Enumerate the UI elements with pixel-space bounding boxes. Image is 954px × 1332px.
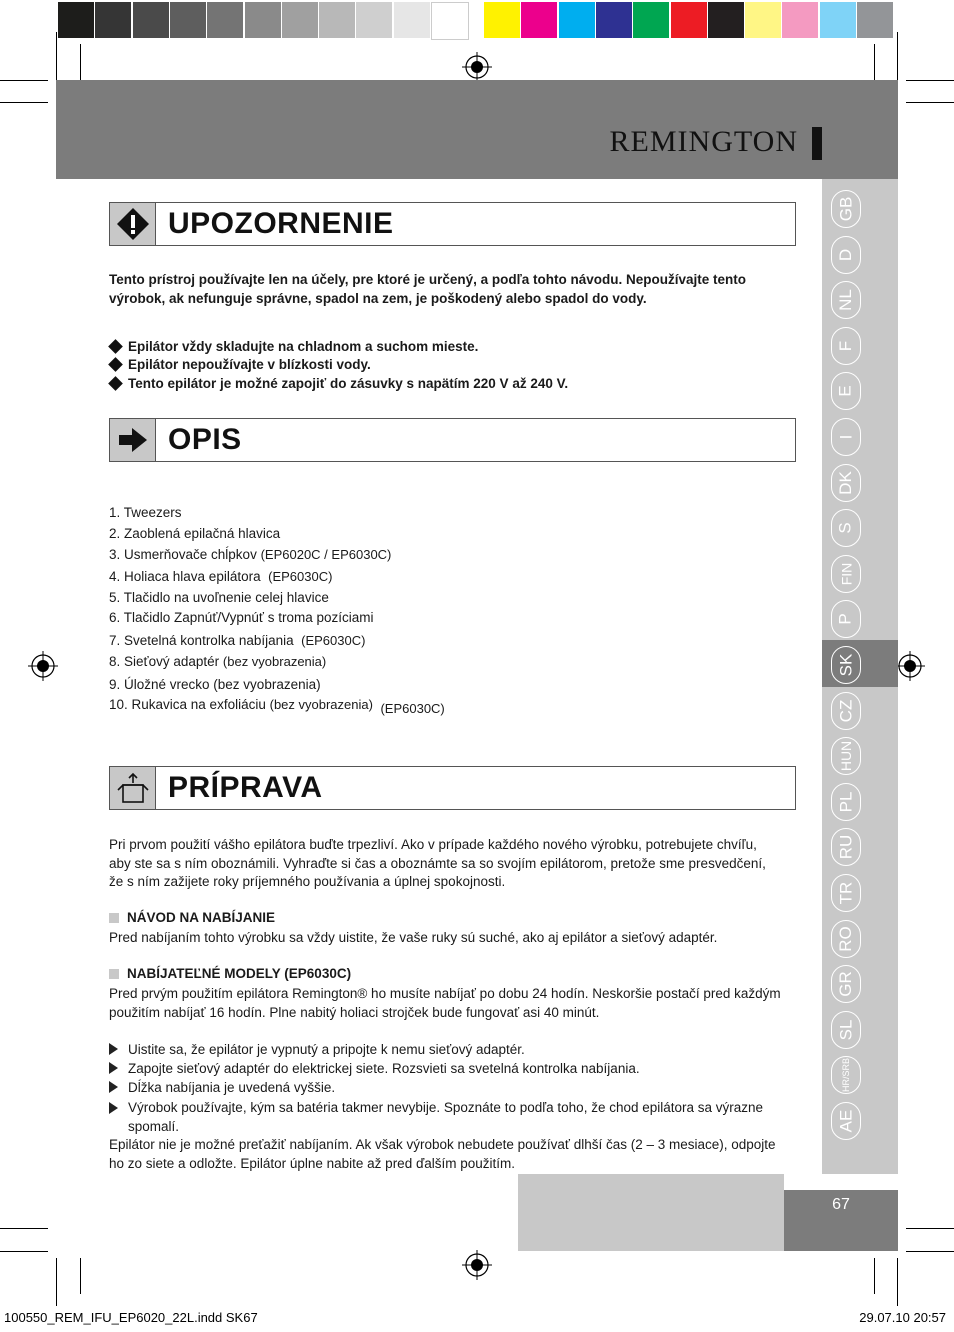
preparation-section-header	[109, 766, 796, 810]
step-item: Zapojte sieťový adaptér do elektrickej siete. Rozsvieti sa svetelná kontrolka nabíjania.	[109, 1061, 640, 1076]
registration-mark-icon	[462, 1250, 492, 1280]
triangle-bullet-icon	[109, 1102, 118, 1114]
language-tab-d[interactable]: D	[831, 236, 861, 274]
arrow-right-icon	[110, 419, 156, 461]
language-tab-tr[interactable]: TR	[831, 874, 861, 912]
date-slug: 29.07.10 20:57	[859, 1310, 946, 1325]
crop-mark	[906, 80, 954, 81]
language-tab-i[interactable]: I	[831, 418, 861, 456]
color-swatch	[170, 2, 206, 38]
footer-band	[518, 1174, 784, 1251]
description-title: OPIS	[168, 423, 242, 456]
step-item: Výrobok používajte, kým sa batéria takmer nevybije. Spoznáte to podľa toho, že chod epilátora sa výrazne spomalí.	[109, 1099, 769, 1136]
warning-intro: Tento prístroj používajte len na účely, pre ktoré je určený, a podľa tohto návodu. Nepoužívajte tento výrobok, ak nefunguje správne, spadol na zem, je poškodený alebo spadol do vody.	[109, 272, 747, 306]
color-swatch	[820, 2, 856, 38]
list-item: 8. Sieťový adaptér (bez vyobrazenia)	[109, 654, 327, 669]
language-tab-cz[interactable]: CZ	[831, 692, 861, 730]
color-swatch	[282, 2, 318, 38]
subheading-models: NABÍJATEĽNÉ MODELY (EP6030C)	[109, 966, 351, 981]
color-swatch	[356, 2, 392, 38]
crop-mark	[0, 1251, 48, 1252]
language-tab-pl[interactable]: PL	[831, 783, 861, 821]
color-swatch	[207, 2, 243, 38]
crop-mark	[80, 1258, 81, 1294]
square-bullet-icon	[109, 969, 119, 979]
warning-small-icon	[108, 339, 123, 354]
crop-mark	[0, 1228, 48, 1229]
language-tab-ro[interactable]: RO	[831, 920, 861, 958]
color-swatch	[559, 2, 595, 38]
language-tab-gb[interactable]: GB	[831, 190, 861, 228]
triangle-bullet-icon	[109, 1043, 118, 1055]
color-swatch	[484, 2, 520, 38]
warning-title: UPOZORNENIE	[168, 207, 394, 240]
color-swatch	[245, 2, 281, 38]
language-tab-ru[interactable]: RU	[831, 828, 861, 866]
color-swatch	[394, 2, 430, 38]
crop-mark	[906, 1228, 954, 1229]
color-swatch	[782, 2, 818, 38]
language-tab-fin[interactable]: FIN	[831, 555, 861, 593]
list-item: 3. Usmerňovače chĺpkov (EP6020C / EP6030C)	[109, 547, 392, 562]
list-item: 5. Tlačidlo na uvoľnenie celej hlavice	[109, 590, 329, 605]
list-item: 7. Svetelná kontrolka nabíjania (EP6030C)	[109, 633, 366, 648]
step-item: Dĺžka nabíjania je uvedená vyššie.	[109, 1080, 335, 1095]
color-swatch	[431, 2, 469, 40]
language-tab-gr[interactable]: GR	[831, 965, 861, 1003]
crop-mark	[906, 1251, 954, 1252]
preparation-title: PRÍPRAVA	[168, 771, 323, 804]
language-tab-f[interactable]: F	[831, 327, 861, 365]
brand-bar	[812, 127, 822, 160]
language-tab-sk[interactable]: SK	[831, 646, 861, 684]
registration-mark-icon	[462, 52, 492, 82]
crop-mark	[56, 1258, 57, 1306]
list-item: 1. Tweezers	[109, 505, 182, 520]
unpack-box-icon	[110, 767, 156, 809]
language-tab-dk[interactable]: DK	[831, 464, 861, 502]
warning-item: Epilátor nepoužívajte v blízkosti vody.	[109, 357, 371, 372]
triangle-bullet-icon	[109, 1081, 118, 1093]
language-tab-e[interactable]: E	[831, 372, 861, 410]
preparation-intro: Pri prvom použití vášho epilátora buďte trpezliví. Ako v prípade každého nového výrobku, potrebujete chvíľu, aby ste sa s ním oboznámili. Vyhraďte si čas a oboznámte sa so svojím epilátorom, pretože sme presvedčení, že s ním zažijete roky príjemného používania a úplnej spokojnosti.	[109, 837, 766, 889]
warning-small-icon	[108, 357, 123, 372]
color-swatch	[857, 2, 893, 38]
list-item: 4. Holiaca hlava epilátora (EP6030C)	[109, 569, 333, 584]
registration-mark-icon	[28, 651, 58, 681]
crop-mark	[897, 32, 898, 80]
crop-mark	[874, 1258, 875, 1294]
color-swatch	[745, 2, 781, 38]
subheading-charging: NÁVOD NA NABÍJANIE	[109, 910, 275, 925]
language-tab-sl[interactable]: SL	[831, 1011, 861, 1049]
color-swatch	[671, 2, 707, 38]
triangle-bullet-icon	[109, 1062, 118, 1074]
description-section-header	[109, 418, 796, 462]
closing-text: Epilátor nie je možné preťažiť nabíjaním. Ak však výrobok nebudete používať dlhší čas (2 – 3 mesiace), odpojte ho zo siete a odložte. Epilátor úplne nabite až pred ďalším použitím.	[109, 1137, 776, 1171]
page-number-box	[784, 1190, 898, 1251]
crop-mark	[0, 102, 48, 103]
warning-small-icon	[108, 376, 123, 391]
list-item: 9. Úložné vrecko (bez vyobrazenia)	[109, 677, 321, 692]
warning-item: Tento epilátor je možné zapojiť do zásuvky s napätím 220 V až 240 V.	[109, 376, 568, 391]
language-tab-nl[interactable]: NL	[831, 281, 861, 319]
crop-mark	[874, 44, 875, 80]
language-tab-p[interactable]: P	[831, 600, 861, 638]
crop-mark	[80, 44, 81, 80]
charging-text: Pred nabíjaním tohto výrobku sa vždy uistite, že vaše ruky sú suché, ako aj epilátor a sieťový adaptér.	[109, 930, 718, 945]
color-swatch	[521, 2, 557, 38]
language-tab-hun[interactable]: HUN	[831, 737, 861, 775]
list-item: 10. Rukavica na exfoliáciu (bez vyobrazenia) (EP6030C)	[109, 697, 445, 716]
page-number: 67	[832, 1196, 850, 1213]
file-slug: 100550_REM_IFU_EP6020_22L.indd SK67	[4, 1310, 258, 1325]
warning-item: Epilátor vždy skladujte na chladnom a suchom mieste.	[109, 339, 478, 354]
crop-mark	[56, 32, 57, 80]
language-tab-s[interactable]: S	[831, 509, 861, 547]
header-band	[56, 80, 898, 179]
step-item: Uistite sa, že epilátor je vypnutý a pripojte k nemu sieťový adaptér.	[109, 1042, 525, 1057]
color-swatch	[133, 2, 169, 38]
brand-logo: REMINGTON	[609, 125, 798, 158]
crop-mark	[906, 102, 954, 103]
crop-mark	[897, 1258, 898, 1306]
color-swatch	[58, 2, 94, 38]
list-item: 2. Zaoblená epilačná hlavica	[109, 526, 281, 541]
language-tab-ae[interactable]: AE	[831, 1102, 861, 1140]
list-item: 6. Tlačidlo Zapnúť/Vypnúť s troma pozíciami	[109, 610, 374, 625]
color-swatch	[708, 2, 744, 38]
crop-mark	[0, 80, 48, 81]
color-swatch	[596, 2, 632, 38]
warning-icon	[110, 203, 156, 245]
language-tab-hr-srb[interactable]: HR/SRB	[831, 1056, 861, 1094]
color-swatch	[633, 2, 669, 38]
models-text: Pred prvým použitím epilátora Remington® ho musíte nabíjať po dobu 24 hodín. Neskoršie postačí pred každým použitím nabíjať 16 hodín. Plne nabitý holiaci strojček bude fungovať asi 40 minút.	[109, 986, 781, 1020]
registration-mark-icon	[895, 651, 925, 681]
color-swatch	[95, 2, 131, 38]
warning-section-header	[109, 202, 796, 246]
color-swatch	[319, 2, 355, 38]
square-bullet-icon	[109, 913, 119, 923]
